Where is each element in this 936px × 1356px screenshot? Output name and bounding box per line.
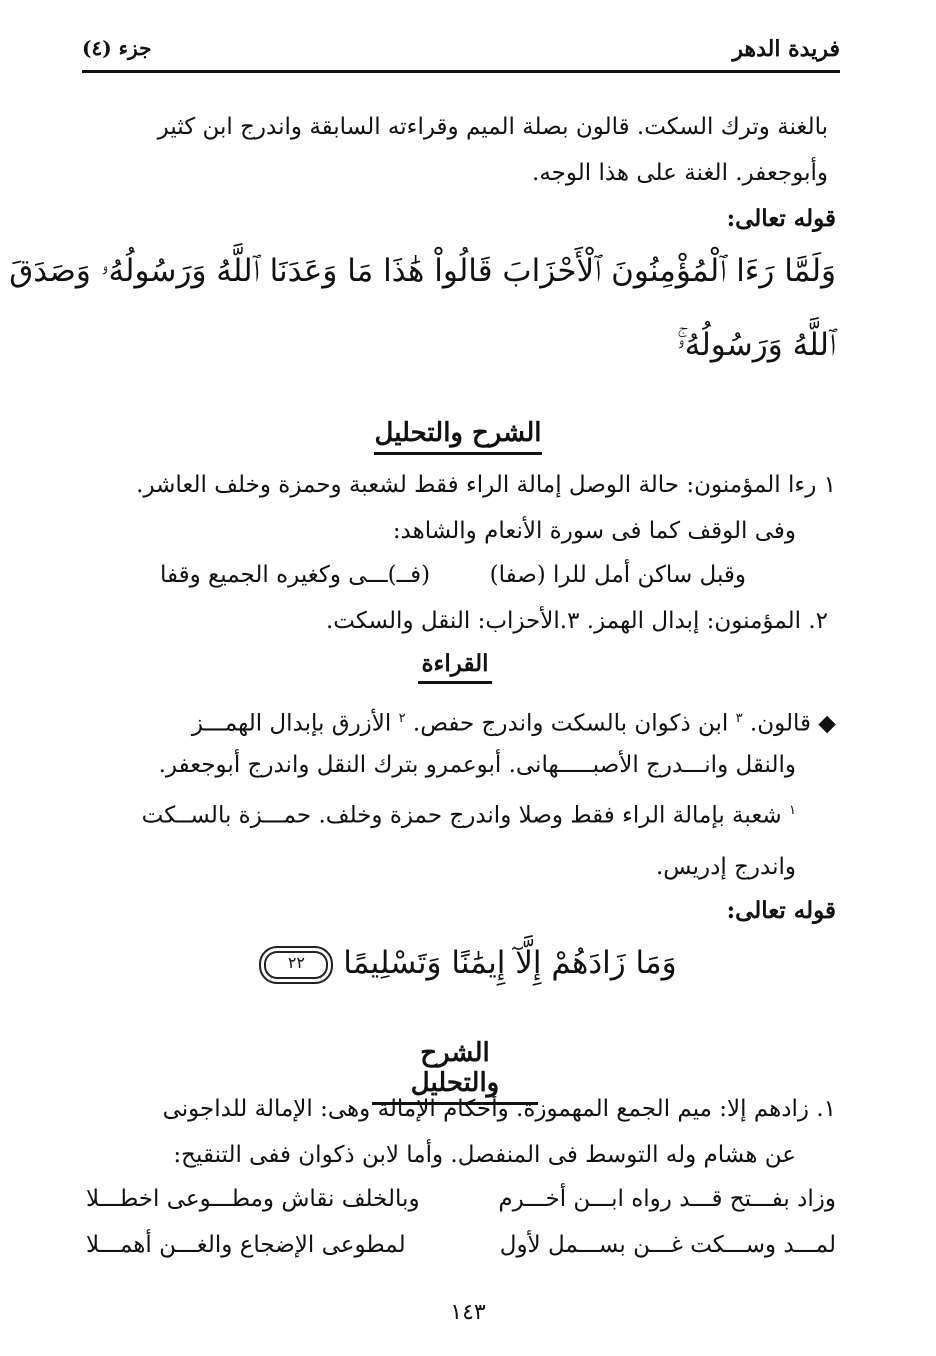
footnote-marker: ١ [789,803,796,818]
quran-verse-line-2: ٱللَّهُ وَرَسُولُهُۥۚ [676,327,836,363]
intro-line-2: وأبوجعفر. الغنة على هذا الوجه. [532,160,828,186]
commentary-item-2: ٢. المؤمنون: إبدال الهمز. ٣.الأحزاب: النقل والسكت. [325,608,828,634]
commentary-2-line-2: عن هشام وله التوسط فى المنفصل. وأما لابن ذكوان ففى التنقيح: [173,1142,796,1168]
reading-line-3 [142,796,796,831]
quran-verse-line-1: وَلَمَّا رَءَا ٱلْمُؤْمِنُونَ ٱلْأَحْزَابَ قَالُواْ هَٰذَا مَا وَعَدَنَا ٱللَّهُ وَرَسُولُهُۥ وَصَدَقَ [9,253,836,289]
reading-line-2: والنقل وانـــدرج الأصبـــــهانى. أبوعمرو بترك النقل واندرج أبوجعفر. [158,752,796,778]
reading-heading: القراءة [418,650,492,684]
poem-1-right: وزاد بفـــتح قـــد رواه ابـــن أخـــرم [498,1186,836,1212]
poem-1-left: وبالخلف نقاش ومطـــوعى اخطـــلا [86,1186,420,1212]
verse-label: قوله تعالى: [726,205,836,232]
poem-hemistich-right: وقبل ساكن أمل للرا (صفا) [489,562,746,588]
commentary-item-1: ١ رءا المؤمنون: حالة الوصل إمالة الراء فقط لشعبة وحمزة وخلف العاشر. [136,472,836,498]
reading-line-1-c: الأزرق بإبدال الهمـــز [191,710,392,737]
page-number: ١٤٣ [450,1300,486,1325]
poem-2-right: لمـــد وســـكت غـــن بســـمل لأول [499,1232,836,1258]
commentary-item-1-cont: وفى الوقف كما فى سورة الأنعام والشاهد: [392,518,796,544]
verse-label: قوله تعالى: [726,897,836,924]
reading-line-3-text: شعبة بإمالة الراء فقط وصلا واندرج حمزة وخلف. حمـــزة بالســكت [141,802,782,829]
poem-2-left: لمطوعى الإضجاع والغـــن أهمـــلا [86,1232,406,1258]
section-heading: الشرح والتحليل [374,418,542,455]
part-number: جزء (٤) [82,36,152,60]
reading-line-1 [192,704,836,739]
footnote-marker: ٣ [735,711,743,726]
book-title: فريدة الدهر [732,36,840,62]
commentary-2-line-1: ١. زادهم إلا: ميم الجمع المهموزة. وأحكام الإمالة وهى: الإمالة للداجونى [162,1096,836,1122]
reading-line-1-b: ابن ذكوان بالسكت واندرج حفص. [412,710,729,737]
section-heading-2: الشرح والتحليل [372,1038,538,1105]
quran-verse-2-text: وَمَا زَادَهُمْ إِلَّآ إِيمَٰنًا وَتَسْلِيمًا [343,945,677,981]
reading-line-4: واندرج إدريس. [655,854,796,880]
intro-line-1: بالغنة وترك السكت. قالون بصلة الميم وقراءته السابقة واندرج ابن كثير [157,114,828,140]
footnote-marker: ٢ [398,711,406,726]
quran-verse-2 [0,940,936,986]
page-header [82,34,840,73]
ayah-number-marker: ٢٢ [259,946,333,984]
reading-line-1-a: ◆ قالون. [749,710,836,737]
poem-hemistich-left: (فــ)ـــى وكغيره الجميع وقفا [160,562,431,588]
